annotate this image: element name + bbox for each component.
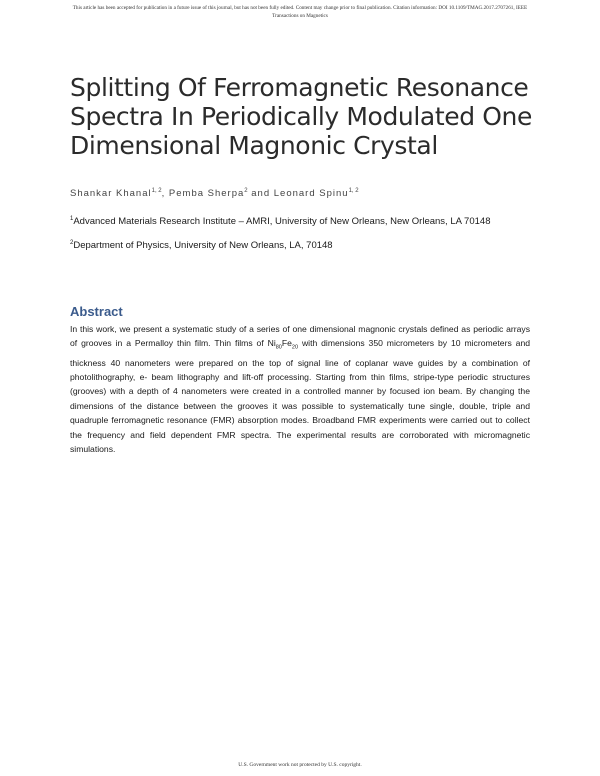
affiliation-mark: 2 <box>70 240 74 246</box>
author-list <box>70 188 359 199</box>
paper-title: Splitting Of Ferromagnetic Resonance Spectra In Periodically Modulated One Dimensional Magnonic Crystal <box>70 73 532 160</box>
author-affiliation-mark: 1, 2 <box>348 188 359 194</box>
copyright-footer: U.S. Government work not protected by U.S. copyright. <box>238 762 362 768</box>
subscript: 20 <box>291 345 299 352</box>
author-separator: , <box>161 188 169 200</box>
notice-line-2: Transactions on Magnetics <box>272 13 328 19</box>
author-separator: and <box>247 188 274 200</box>
author-name: Shankar Khanal <box>70 188 152 200</box>
author-affiliation-mark: 2 <box>244 188 248 194</box>
notice-line-1: This article has been accepted for publication in a future issue of this journal, but has not been fully edited. Content may change prior to final publication. Citation information: DOI 10.1109/TMAG.2017.2707261, IEEE <box>72 5 528 11</box>
publication-notice <box>8 4 592 20</box>
abstract-text-element: Fe <box>281 338 292 349</box>
affiliation-text: Department of Physics, University of New Orleans, LA, 70148 <box>73 240 333 252</box>
affiliation-1 <box>70 216 490 227</box>
affiliation-text: Advanced Materials Research Institute – AMRI, University of New Orleans, New Orleans, LA 70148 <box>73 216 491 228</box>
abstract-heading: Abstract <box>70 304 123 319</box>
abstract-text-part-1: In this work, we present a systematic study of a series of one dimensional magnonic crystals defined as periodic arrays of grooves in a Permalloy thin film. Thin films of Ni <box>70 324 530 349</box>
subscript: 80 <box>275 345 282 352</box>
affiliation-mark: 1 <box>70 216 74 222</box>
author-affiliation-mark: 1, 2 <box>151 188 162 194</box>
author-name: Pemba Sherpa <box>168 188 245 200</box>
abstract-text-part-2: with dimensions 350 micrometers by 10 micrometers and thickness 40 nanometers were prepared on the top of signal line of coplanar wave guides by a combination of photolithography, e- beam lithography and lift-off processing. Starting from thin films, stripe-type periodic structures (grooves) with a depth of 4 nanometers were created in a controlled manner by focused ion beam. By changing the dimensions of the distance between the grooves it was possible to systematically tune single, double, triple and quadruple ferromagnetic resonance (FMR) absorption modes. Broadband FMR experiments were carried out to collect the frequency and field dependent FMR spectra. The experimental results are corroborated with micromagnetic simulations. <box>70 338 531 454</box>
author-name: Leonard Spinu <box>273 188 349 200</box>
affiliation-2 <box>70 240 333 251</box>
abstract-body <box>70 322 530 456</box>
